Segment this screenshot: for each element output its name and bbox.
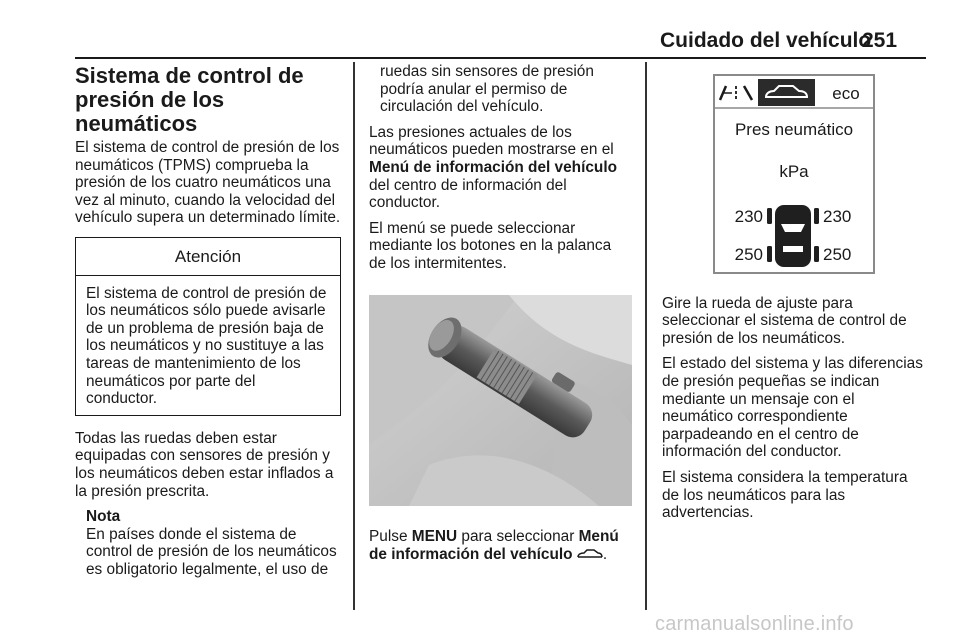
pressure-unit: kPa	[779, 162, 809, 181]
pulse-text-end: .	[602, 545, 608, 563]
pressures-paragraph	[369, 124, 632, 212]
car-icon	[577, 548, 603, 560]
section-title: Sistema de control de presión de los neumáticos	[75, 63, 304, 136]
page-number: 251	[862, 29, 898, 52]
note-text: En países donde el sistema de control de presión de los neumáticos es obligatorio legalmente, el uso de	[86, 525, 337, 578]
pulse-paragraph	[369, 528, 632, 563]
watermark: carmanualsonline.info	[655, 613, 854, 635]
notice-text: El sistema de control de presión de los neumáticos sólo puede avisarle de un problema de presión baja de los neumáticos y no sustituye a las tareas de mantenimiento de los neumáticos por parte del conductor.	[86, 284, 327, 408]
notice-title: Atención	[76, 238, 340, 276]
pulse-text-start: Pulse	[369, 528, 408, 546]
pressures-text-start: Las presiones actuales de los neumáticos pueden mostrarse en el	[369, 123, 614, 159]
rear-left-pressure: 250	[734, 245, 763, 264]
system-status-paragraph: El estado del sistema y las diferencias de presión pequeñas se indican mediante un mensaje con el neumático correspondiente parpadeando en el centro de información del conductor.	[662, 355, 923, 461]
column-divider	[353, 62, 355, 610]
menu-button-name: MENU	[411, 528, 458, 546]
rear-right-pressure: 250	[823, 245, 852, 264]
column-middle	[369, 63, 632, 571]
pressures-text-end: del centro de información del conductor.	[369, 176, 567, 212]
header-rule	[75, 57, 926, 59]
wheels-paragraph: Todas las ruedas deben estar equipadas con sensores de presión y los neumáticos deben estar inflados a la presión prescrita.	[75, 429, 334, 500]
column-divider	[645, 62, 647, 610]
column-right	[662, 63, 927, 530]
note-title: Nota	[86, 508, 121, 526]
vehicle-info-menu-name: Menú de información del vehículo	[369, 158, 617, 176]
menu-paragraph: El menú se puede seleccionar mediante los botones en la palanca de los intermitentes.	[369, 219, 612, 272]
intro-paragraph: El sistema de control de presión de los neumáticos (TPMS) comprueba la presión de los cuatro neumáticos una vez al minuto, cuando la velocidad del vehículo supera un determinado límite.	[75, 139, 341, 227]
notice-box	[75, 237, 341, 416]
eco-label: eco	[832, 84, 860, 103]
note-block	[75, 508, 341, 578]
front-right-pressure: 230	[823, 207, 852, 226]
note-continued: ruedas sin sensores de presión podría anular el permiso de circulación del vehículo.	[380, 63, 594, 116]
column-left	[75, 63, 341, 578]
turn-signal-lever-photo	[369, 295, 632, 506]
adjust-wheel-paragraph: Gire la rueda de ajuste para seleccionar el sistema de control de presión de los neumáticos.	[662, 294, 907, 347]
tire-pressure-display	[662, 66, 925, 274]
pulse-text-mid: para seleccionar	[461, 528, 575, 546]
running-header-title: Cuidado del vehículo	[660, 29, 872, 52]
vehicle-info-menu-name: Menú de información del vehículo	[369, 528, 619, 563]
display-title: Pres neumático	[734, 120, 854, 139]
front-left-pressure: 230	[734, 207, 763, 226]
temperature-paragraph: El sistema considera la temperatura de los neumáticos para las advertencias.	[662, 468, 908, 522]
